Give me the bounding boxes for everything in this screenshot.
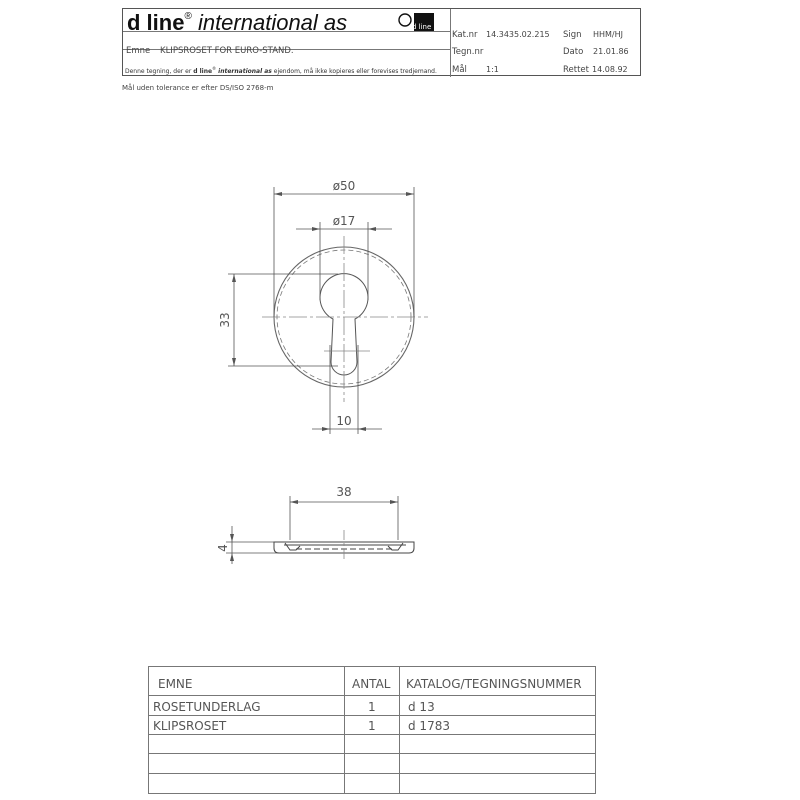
- company-brand: d line® international as: [127, 10, 348, 35]
- dato-label: Dato: [563, 47, 584, 57]
- table-header-emne: EMNE: [158, 677, 193, 691]
- parts-table: [148, 666, 596, 794]
- tolerance-note: Mål uden tolerance er efter DS/ISO 2768-m: [122, 84, 274, 92]
- dim-label-inner-diameter: ø17: [332, 214, 356, 228]
- table-cell-emne: KLIPSROSET: [153, 719, 227, 733]
- table-cell-katalog: d 1783: [408, 719, 450, 733]
- table-header-katalog: KATALOG/TEGNINGSNUMMER: [406, 677, 582, 691]
- mal-label: Mål: [452, 65, 467, 75]
- tegnnr-label: Tegn.nr: [452, 47, 484, 57]
- dato-value: 21.01.86: [593, 47, 629, 56]
- table-cell-antal: 1: [368, 719, 376, 733]
- emne-value: KLIPSROSET FOR EURO-STAND.: [160, 46, 294, 56]
- dim-label-section-width: 38: [336, 485, 352, 499]
- katnr-label: Kat.nr: [452, 30, 478, 40]
- table-cell-emne: ROSETUNDERLAG: [153, 700, 261, 714]
- sign-label: Sign: [563, 30, 582, 40]
- mal-value: 1:1: [486, 65, 499, 74]
- dim-label-slot-width: 10: [336, 414, 352, 428]
- emne-label: Emne: [126, 46, 151, 56]
- table-cell-katalog: d 13: [408, 700, 435, 714]
- dim-label-outer-diameter: ø50: [332, 179, 356, 193]
- dim-label-height: 33: [218, 312, 232, 328]
- dim-label-thickness: 4: [216, 544, 230, 552]
- ownership-notice: Denne tegning, der er d line® international as ejendom, må ikke kopieres eller forevises tredjemand.: [125, 66, 437, 75]
- rettet-value: 14.08.92: [592, 65, 628, 74]
- rettet-label: Rettet: [563, 65, 589, 75]
- katnr-value: 14.3435.02.215: [486, 30, 550, 39]
- table-cell-antal: 1: [368, 700, 376, 714]
- sign-value: HHM/HJ: [593, 30, 624, 39]
- table-header-antal: ANTAL: [352, 677, 391, 691]
- logo-text: d line: [412, 23, 432, 31]
